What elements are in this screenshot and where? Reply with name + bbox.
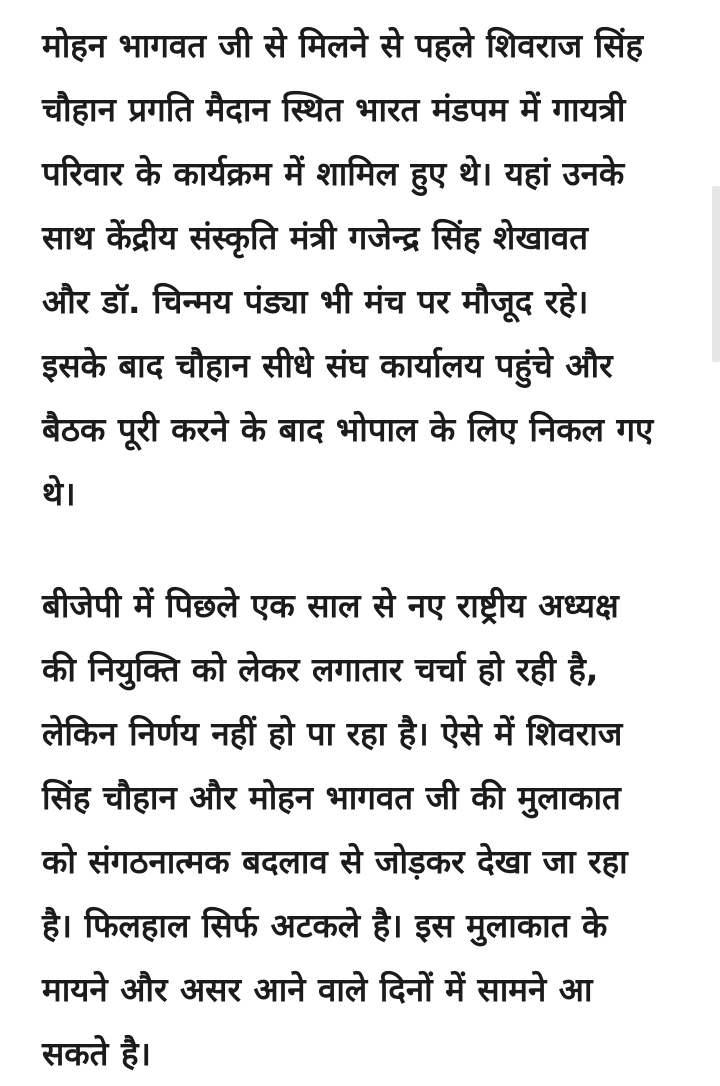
paragraph-line: बैठक पूरी करने के बाद भोपाल के लिए निकल गए <box>42 410 654 449</box>
paragraph-line: की नियुक्ति को लेकर लगातार चर्चा हो रही है, <box>42 650 599 689</box>
article-body <box>42 14 692 1086</box>
paragraph-2 <box>42 574 692 1086</box>
paragraph-line: और डॉ. चिन्मय पंड्या भी मंच पर मौजूद रहे। <box>42 282 589 321</box>
paragraph-line: परिवार के कार्यक्रम में शामिल हुए थे। यहां उनके <box>42 154 625 193</box>
paragraph-line: है। फिलहाल सिर्फ अटकले है। इस मुलाकात के <box>42 906 608 945</box>
paragraph-line: बीजेपी में पिछले एक साल से नए राष्ट्रीय अध्यक्ष <box>42 586 619 625</box>
paragraph-line: चौहान प्रगति मैदान स्थित भारत मंडपम में गायत्री <box>42 90 626 129</box>
paragraph-line: थे। <box>42 474 76 513</box>
paragraph-1 <box>42 14 692 526</box>
paragraph-line: साथ केंद्रीय संस्कृति मंत्री गजेन्द्र सिंह शेखावत <box>42 218 589 257</box>
scrollbar[interactable] <box>712 186 720 362</box>
paragraph-line: सकते है। <box>42 1034 151 1073</box>
paragraph-line: लेकिन निर्णय नहीं हो पा रहा है। ऐसे में शिवराज <box>42 714 623 753</box>
paragraph-line: मोहन भागवत जी से मिलने से पहले शिवराज सिंह <box>42 26 644 65</box>
paragraph-line: इसके बाद चौहान सीधे संघ कार्यालय पहुंचे और <box>42 346 613 385</box>
paragraph-line: मायने और असर आने वाले दिनों में सामने आ <box>42 970 593 1009</box>
paragraph-line: सिंह चौहान और मोहन भागवत जी की मुलाकात <box>42 778 621 817</box>
paragraph-line: को संगठनात्मक बदलाव से जोड़कर देखा जा रहा <box>42 842 628 881</box>
